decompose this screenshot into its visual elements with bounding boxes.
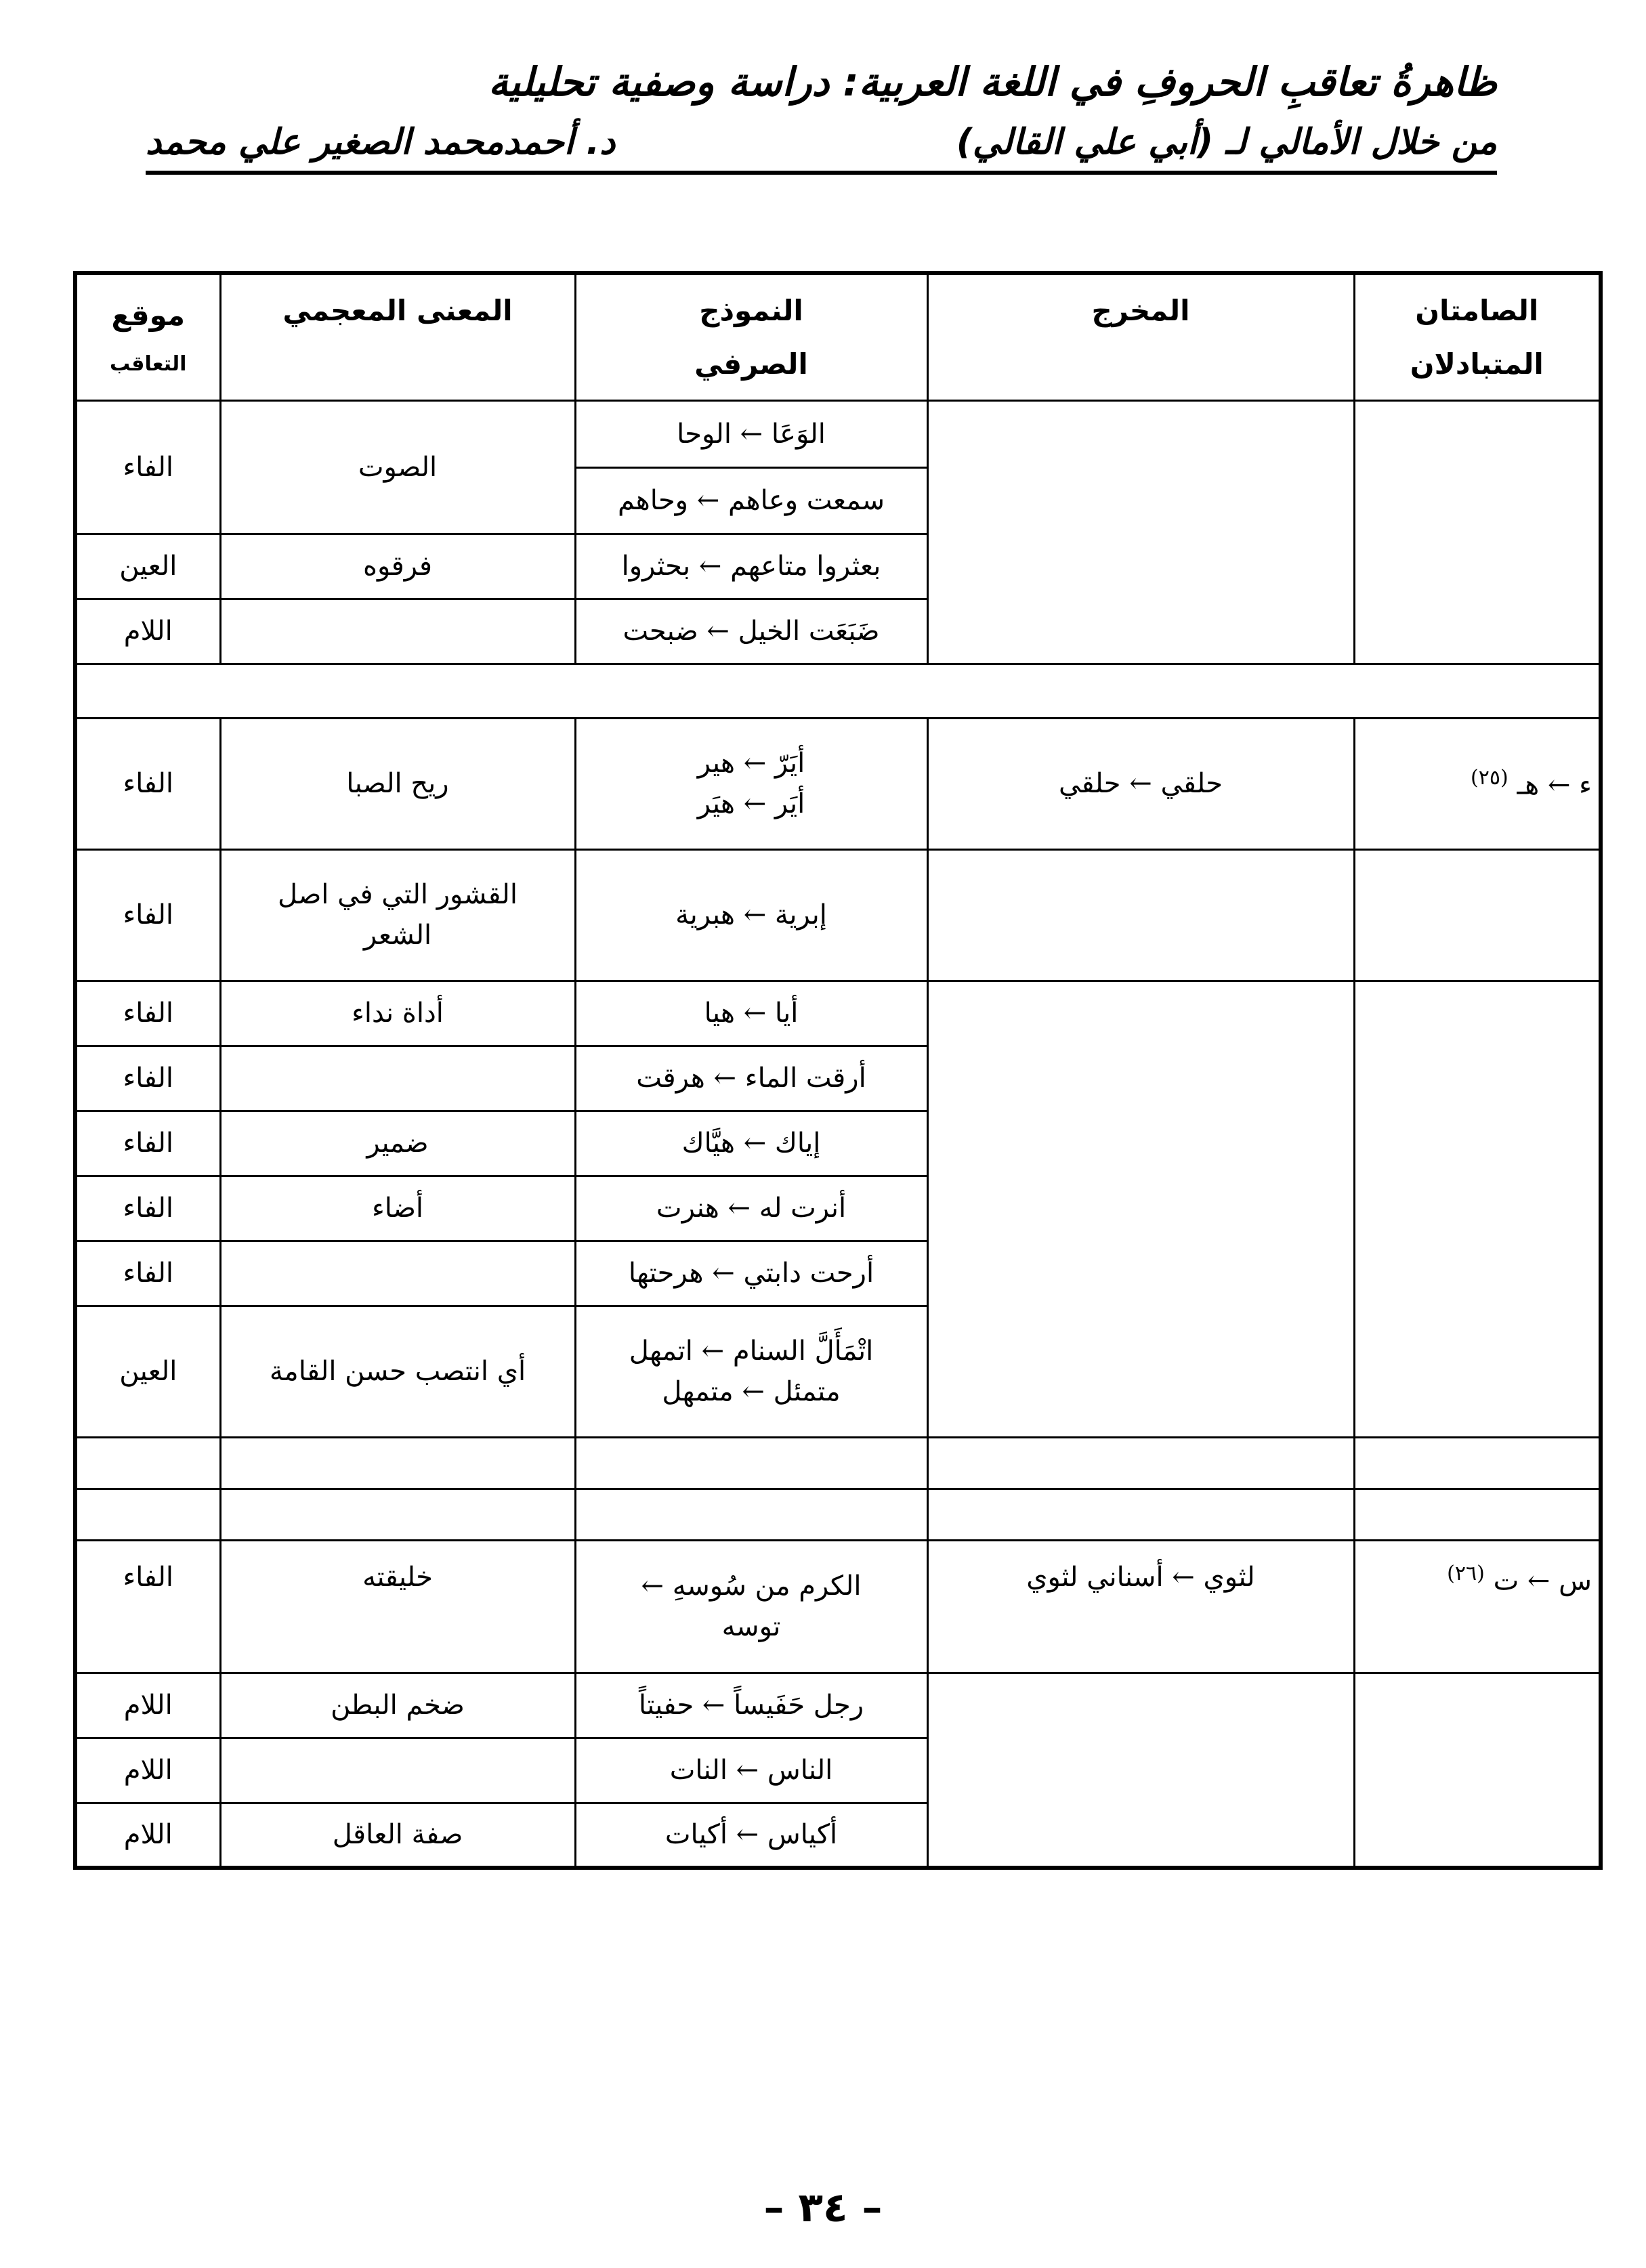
position-cell: الفاء <box>75 400 220 534</box>
meaning-cell: خليقته <box>220 1540 575 1673</box>
meaning-cell: ضمير <box>220 1111 575 1176</box>
model-cell <box>575 1540 927 1673</box>
position-cell: الفاء <box>75 849 220 981</box>
position-cell: الفاء <box>75 981 220 1046</box>
header-model <box>575 273 927 400</box>
articulation-cell <box>927 1673 1354 1868</box>
meaning-cell <box>220 849 575 981</box>
articulation-cell: حلقي ← حلقي <box>927 718 1354 849</box>
position-cell: الفاء <box>75 1176 220 1241</box>
model-line-a: اتْمَأَلَّ السنام ← اتمهل <box>629 1335 874 1367</box>
header-meaning <box>220 273 575 400</box>
consonants-cell <box>1354 718 1601 849</box>
model-line-b: أيَر ← هيَر <box>697 788 805 819</box>
model-cell: إبرية ← هبرية <box>575 849 927 981</box>
consonants-text: س ← ت <box>1493 1564 1592 1596</box>
model-cell: أرقت الماء ← هرقت <box>575 1046 927 1111</box>
blank-cell <box>220 1437 575 1489</box>
meaning-cell: ضخم البطن <box>220 1673 575 1738</box>
articulation-cell <box>927 849 1354 981</box>
blank-cell <box>1354 1489 1601 1540</box>
model-cell: أرحت دابتي ← هرحتها <box>575 1241 927 1306</box>
blank-cell <box>927 1437 1354 1489</box>
meaning-cell: أي انتصب حسن القامة <box>220 1306 575 1437</box>
table-row <box>75 1673 1601 1738</box>
model-cell: أكياس ← أكيات <box>575 1803 927 1868</box>
meaning-line-b: الشعر <box>363 920 432 951</box>
position-cell: الفاء <box>75 1046 220 1111</box>
footnote-marker: (٢٥) <box>1471 766 1508 790</box>
header-position <box>75 273 220 400</box>
meaning-cell: أداة نداء <box>220 981 575 1046</box>
header-line-2 <box>146 122 1497 169</box>
blank-row <box>75 1437 1601 1489</box>
header-articulation <box>927 273 1354 400</box>
document-title: ظاهرةُ تعاقبِ الحروفِ في اللغة العربية: دراسة وصفية تحليلية <box>488 59 1497 105</box>
header-consonants <box>1354 273 1601 400</box>
table-header-row <box>75 273 1601 400</box>
model-cell: أيا ← هيا <box>575 981 927 1046</box>
position-cell: اللام <box>75 599 220 664</box>
position-cell: الفاء <box>75 1540 220 1673</box>
header-position-line2: التعاقب <box>110 351 187 376</box>
model-cell: إياك ← هيَّاك <box>575 1111 927 1176</box>
table-row <box>75 400 1601 534</box>
blank-row <box>75 1489 1601 1540</box>
blank-cell <box>575 1437 927 1489</box>
position-cell: العين <box>75 1306 220 1437</box>
model-line-b: سمعت وعاهم ← وحاهم <box>618 484 885 516</box>
model-cell: رجل حَفَيساً ← حفيتاً <box>575 1673 927 1738</box>
blank-cell <box>75 1489 220 1540</box>
model-line-a: أيَرّ ← هير <box>697 748 805 779</box>
position-cell: اللام <box>75 1738 220 1803</box>
model-line-a: الوَعَا ← الوحا <box>576 402 927 469</box>
header-meaning-text: المعنى المعجمي <box>282 294 513 327</box>
model-cell <box>575 400 927 534</box>
consonants-cell <box>1354 1673 1601 1868</box>
position-cell: العين <box>75 534 220 599</box>
separator-cell <box>75 664 1601 718</box>
model-line-b: متمئل ← متمهل <box>662 1376 841 1407</box>
table-row <box>75 1540 1601 1673</box>
meaning-cell: الصوت <box>220 400 575 534</box>
model-cell: بعثروا متاعهم ← بحثروا <box>575 534 927 599</box>
articulation-cell: لثوي ← أسناني لثوي <box>927 1540 1354 1673</box>
header-model-line1: النموذج <box>699 293 803 327</box>
articulation-cell <box>927 400 1354 664</box>
table-row <box>75 718 1601 849</box>
meaning-cell <box>220 1241 575 1306</box>
blank-cell <box>1354 1437 1601 1489</box>
consonants-text: ء ← هـ <box>1517 769 1592 801</box>
separator-row <box>75 664 1601 718</box>
model-cell: أنرت له ← هنرت <box>575 1176 927 1241</box>
model-cell <box>575 1306 927 1437</box>
position-cell: الفاء <box>75 718 220 849</box>
blank-cell <box>927 1489 1354 1540</box>
model-line-a: الكرم من سُوسهِ ← <box>641 1570 862 1602</box>
consonants-cell <box>1354 849 1601 981</box>
header-articulation-text: المخرج <box>1091 294 1190 327</box>
consonants-cell <box>1354 400 1601 664</box>
meaning-cell: ريح الصبا <box>220 718 575 849</box>
header-model-line2: الصرفي <box>694 347 808 381</box>
blank-cell <box>75 1437 220 1489</box>
blank-cell <box>220 1489 575 1540</box>
author-name: د. أحمدمحمد الصغير علي محمد <box>146 122 616 163</box>
header-consonants-line1: الصامتان <box>1415 293 1539 327</box>
model-line-b: توسه <box>721 1611 781 1642</box>
model-cell <box>575 718 927 849</box>
position-cell: الفاء <box>75 1241 220 1306</box>
header-consonants-line2: المتبادلان <box>1410 347 1544 381</box>
substitution-table <box>73 271 1603 1870</box>
meaning-cell <box>220 1046 575 1111</box>
page-number: – ٣٤ – <box>763 2184 883 2231</box>
meaning-cell: أضاء <box>220 1176 575 1241</box>
header-rule <box>146 171 1497 175</box>
footnote-marker: (٢٦) <box>1447 1561 1485 1585</box>
consonants-cell <box>1354 1540 1601 1673</box>
articulation-cell <box>927 981 1354 1437</box>
header-position-line1: موقع <box>111 298 186 332</box>
position-cell: اللام <box>75 1803 220 1868</box>
document-subtitle: من خلال الأمالي لـ (أبي علي القالي) <box>956 122 1497 163</box>
meaning-cell: فرقوه <box>220 534 575 599</box>
table-row <box>75 981 1601 1046</box>
meaning-cell <box>220 599 575 664</box>
position-cell: اللام <box>75 1673 220 1738</box>
meaning-line-a: القشور التي في اصل <box>278 879 518 910</box>
model-cell: الناس ← النات <box>575 1738 927 1803</box>
blank-cell <box>575 1489 927 1540</box>
model-cell: ضَبَعَت الخيل ← ضبحت <box>575 599 927 664</box>
meaning-cell <box>220 1738 575 1803</box>
consonants-cell <box>1354 981 1601 1437</box>
meaning-cell: صفة العاقل <box>220 1803 575 1868</box>
position-cell: الفاء <box>75 1111 220 1176</box>
table-row <box>75 849 1601 981</box>
